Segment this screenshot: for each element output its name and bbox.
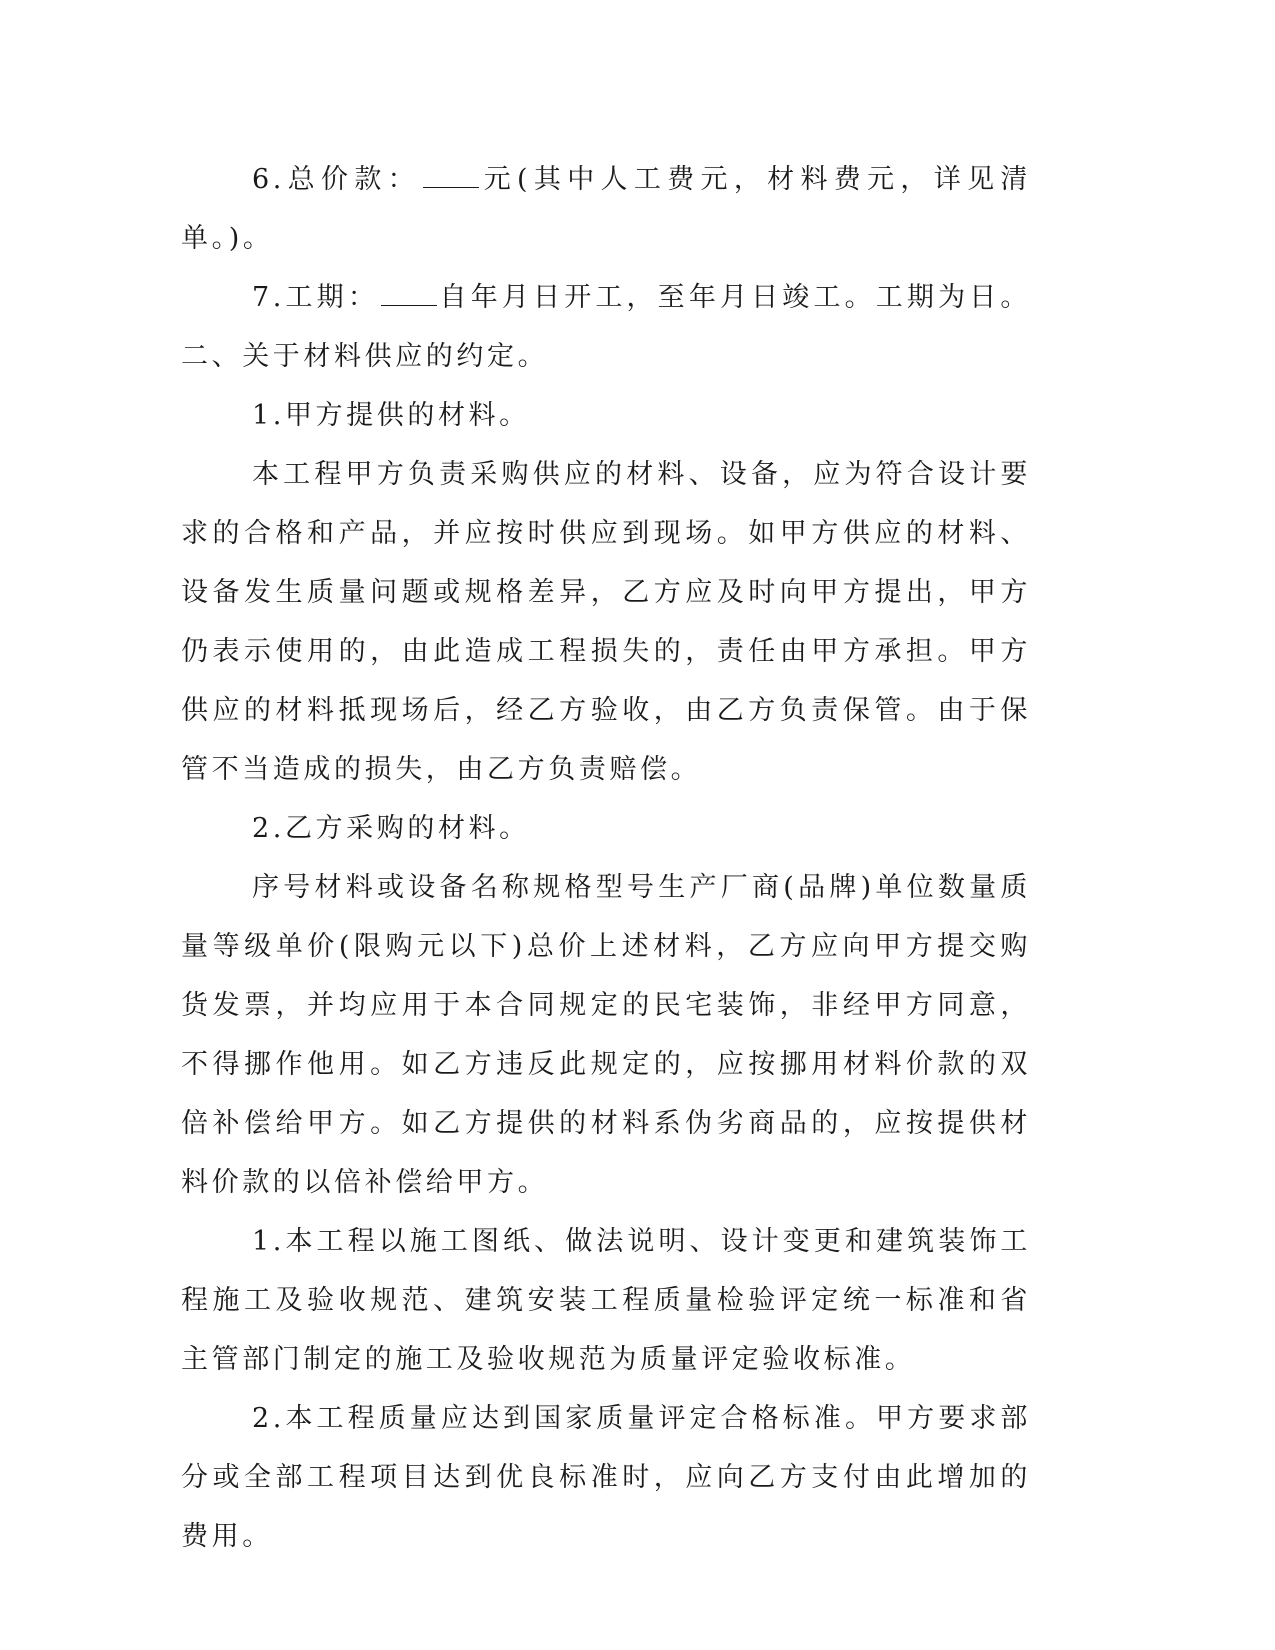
paragraph-text: 元(其中人工费元，材料费元，详见清单。)。 bbox=[181, 164, 1031, 254]
paragraph-body: 本工程甲方负责采购供应的材料、设备，应为符合设计要求的合格和产品，并应按时供应到现场。如甲方供应的材料、设备发生质量问题或规格差异，乙方应及时向甲方提出，甲方仍表示使用的，由此造成工程损失的，责任由甲方承担。甲方供应的材料抵现场后，经乙方验收，由乙方负责保管。由于保管不当造成的损失，由乙方负责赔偿。 bbox=[181, 459, 1031, 785]
paragraph-text: 7.工期： bbox=[252, 282, 379, 313]
fill-in-blank bbox=[423, 165, 479, 188]
paragraph-body: 序号材料或设备名称规格型号生产厂商(品牌)单位数量质量等级单价(限购元以下)总价上述材料，乙方应向甲方提交购货发票，并均应用于本合同规定的民宅装饰，非经甲方同意，不得挪作他用。如乙方违反此规定的，应按挪用材料价款的双倍补偿给甲方。如乙方提供的材料系伪劣商品的，应按提供材料价款的以倍补偿给甲方。 bbox=[181, 872, 1031, 1198]
paragraph-body: 2.本工程质量应达到国家质量评定合格标准。甲方要求部分或全部工程项目达到优良标准时，应向乙方支付由此增加的费用。 bbox=[181, 1403, 1031, 1552]
paragraph-text: 自年月日开工，至年月日竣工。工期为日。二、关于材料供应的约定。 bbox=[181, 282, 1031, 372]
paragraph-total-price bbox=[181, 150, 1031, 268]
paragraph-heading: 1.甲方提供的材料。 bbox=[252, 400, 530, 431]
paragraph-body: 1.本工程以施工图纸、做法说明、设计变更和建筑装饰工程施工及验收规范、建筑安装工程质量检验评定统一标准和省主管部门制定的施工及验收规范为质量评定验收标准。 bbox=[181, 1226, 1031, 1375]
paragraph-duration bbox=[181, 268, 1031, 386]
paragraph-text: 6.总价款： bbox=[252, 164, 421, 195]
paragraph-heading: 2.乙方采购的材料。 bbox=[252, 813, 530, 844]
fill-in-blank bbox=[381, 283, 437, 306]
document-page bbox=[181, 150, 1031, 1566]
